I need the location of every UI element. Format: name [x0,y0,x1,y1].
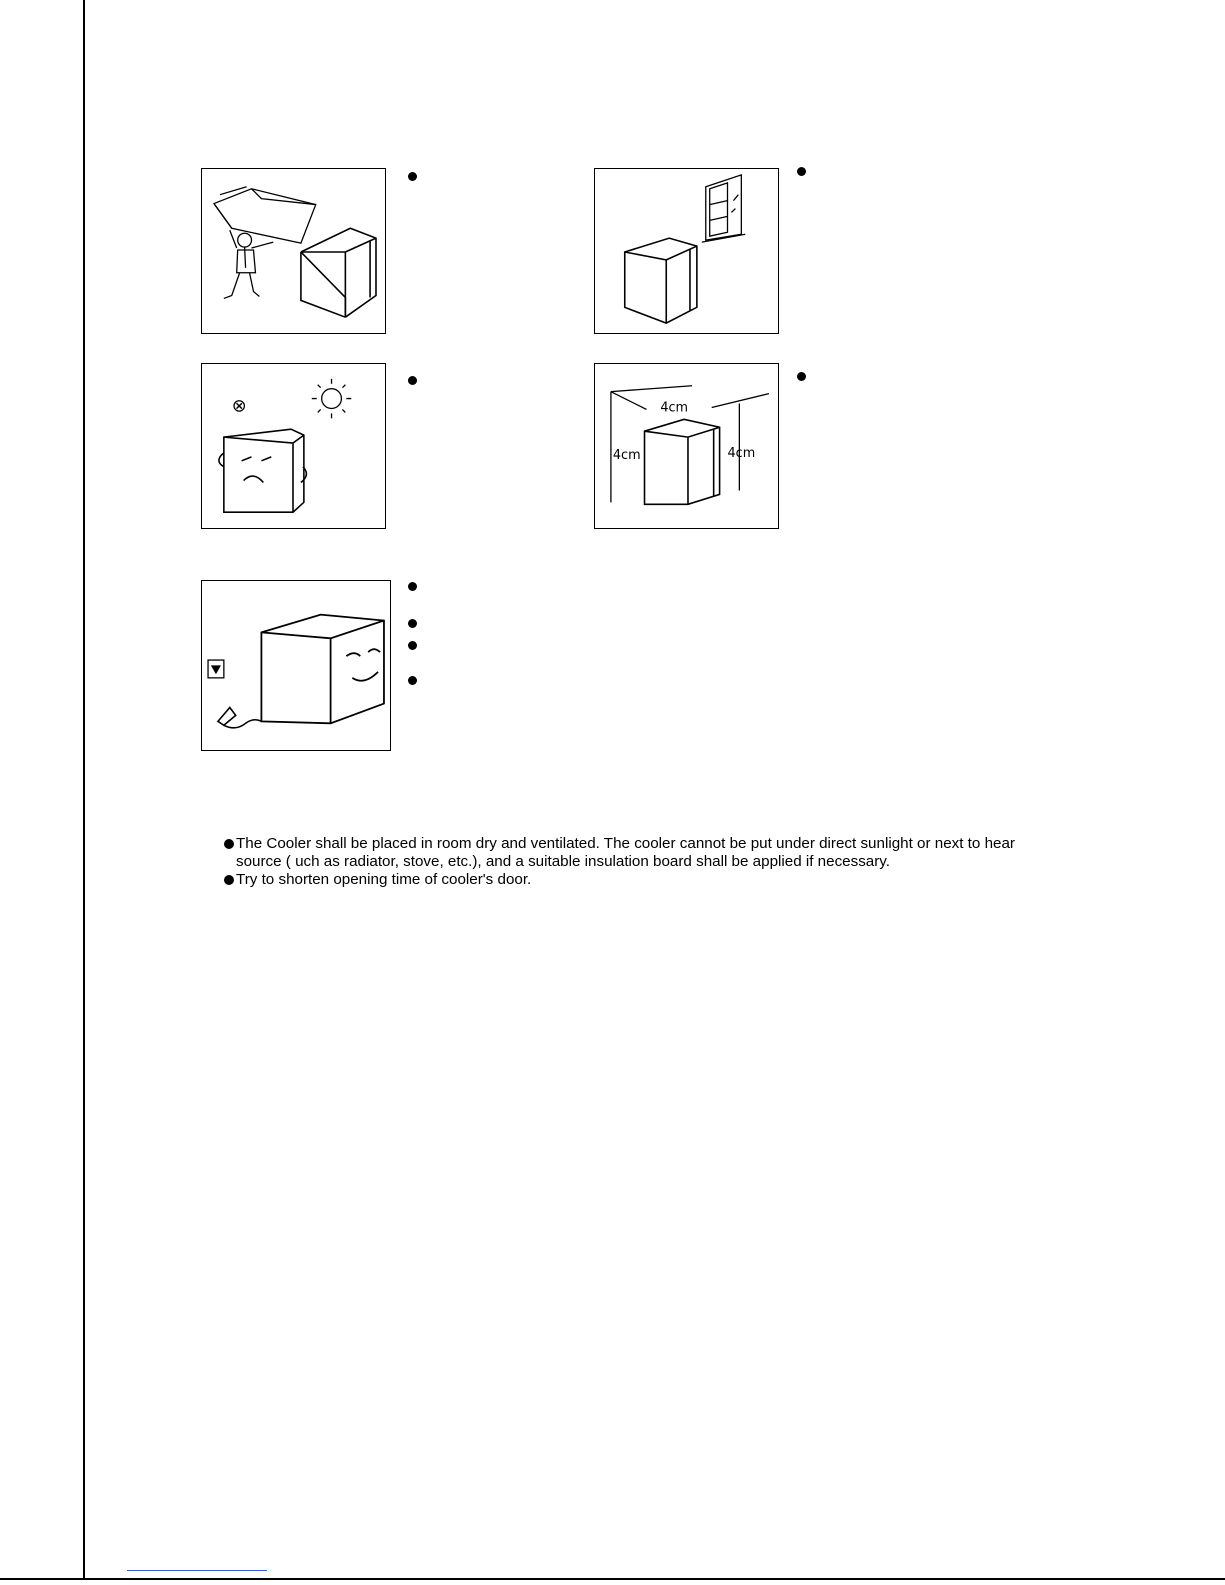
page-margin-rule [83,0,85,1580]
window-illustration [595,169,778,333]
footer-link-underline [127,1570,267,1571]
placement-notes [224,835,1054,889]
page-bottom-rule [0,1578,1225,1580]
clearance-illustration [595,364,778,528]
note-door [224,871,1054,889]
bullet-clearance [797,372,806,381]
bullet-icon [224,875,234,885]
power-illustration [202,581,390,750]
no-sun-symbol: ⊗ [231,395,247,417]
sunlight-illustration [202,364,385,528]
bullet-power-4 [408,676,417,685]
sun-icon [312,379,352,419]
figure-unpacking [201,168,386,334]
cube-icon [301,228,376,317]
figure-sunlight [201,363,386,529]
note-text: The Cooler shall be placed in room dry and ventilated. The cooler cannot be put under direct sunlight or next to hear source ( uch as radiator, stove, etc.), and a suitable insulation board shall be applied if necessary. [236,835,1015,870]
clearance-label-right: 4cm [727,445,756,461]
bullet-power-1 [408,582,417,591]
bullet-sunlight [408,376,417,385]
bullet-power-2 [408,619,417,628]
bullet-icon [224,839,234,849]
note-placement [224,835,1054,871]
bullet-window [797,167,806,176]
bullet-power-3 [408,641,417,650]
figure-window [594,168,779,334]
window-icon [702,175,745,242]
unpacking-illustration [202,169,385,333]
figure-power [201,580,391,751]
clearance-label-left: 4cm [612,447,641,463]
note-text: Try to shorten opening time of cooler's door. [236,871,532,888]
figure-clearance [594,363,779,529]
power-socket-icon [208,660,224,678]
cube-icon [219,429,306,512]
clearance-label-top: 4cm [660,400,689,416]
bullet-unpacking [408,172,417,181]
cube-icon [645,419,720,504]
plug-cord-icon [218,708,261,728]
cube-icon [625,238,697,323]
person-carrying-icon [224,230,273,298]
cube-icon [261,615,384,724]
